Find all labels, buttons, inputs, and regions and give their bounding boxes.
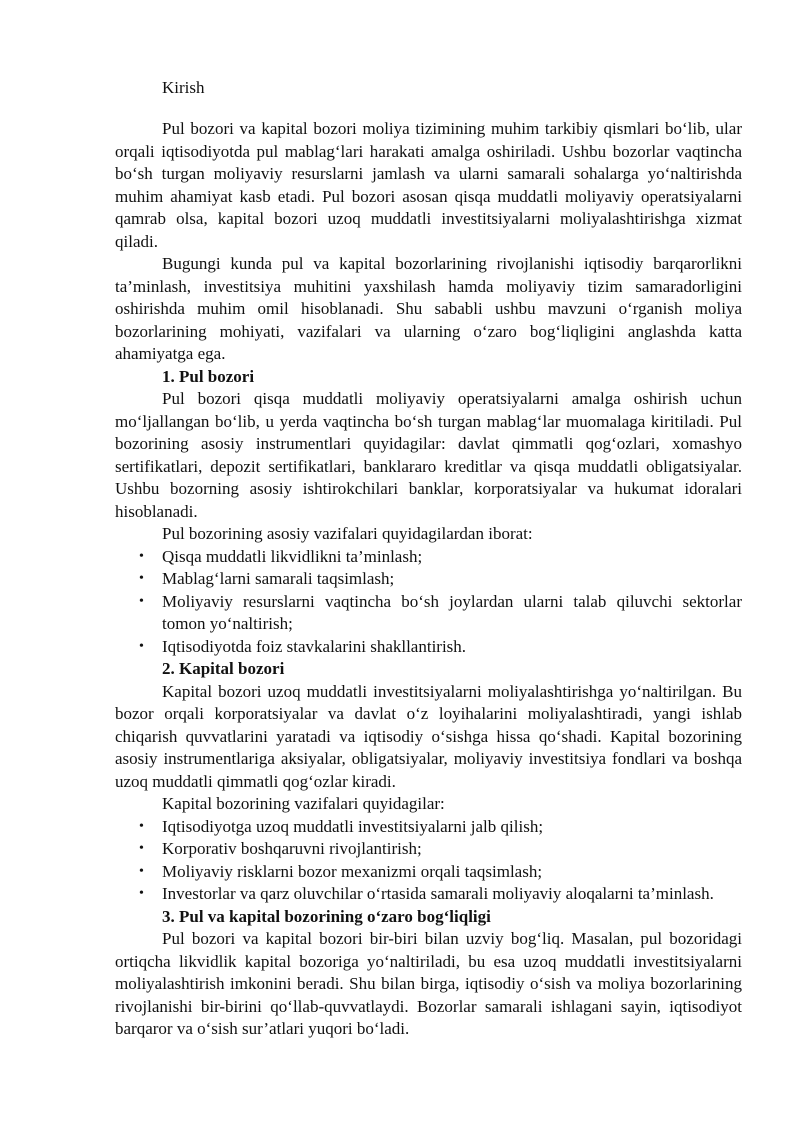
- bullet-icon: •: [139, 818, 144, 834]
- bullet-icon: •: [139, 593, 144, 609]
- section-2-list: [115, 816, 742, 906]
- list-item: [115, 816, 742, 839]
- list-item-text: Korporativ boshqaruvni rivojlantirish;: [162, 839, 422, 858]
- list-item: [115, 568, 742, 591]
- section-3-paragraph: Pul bozori va kapital bozori bir-biri bilan uzviy bog‘liq. Masalan, pul bozoridagi ortiqcha likvidlik kapital bozoriga yo‘naltiriladi, bu esa uzoq muddatli investitsiyalarni moliyalashtirish imkonini beradi. Shu bilan birga, iqtisodiy o‘sish va moliya bozorlarining rivojlanishi bir-birini qo‘llab-quvvatlaydi. Bozorlar samarali ishlagani sayin, iqtisodiyot barqaror va o‘sish sur’atlari yuqori bo‘ladi.: [115, 929, 742, 1038]
- list-item-text: Investorlar va qarz oluvchilar o‘rtasida samarali moliyaviy aloqalarni ta’minlash.: [162, 884, 714, 903]
- list-item-text: Mablag‘larni samarali taqsimlash;: [162, 569, 395, 588]
- intro-heading: Kirish: [162, 78, 205, 97]
- section-1-heading: 1. Pul bozori: [162, 366, 255, 386]
- intro-paragraph-1: Pul bozori va kapital bozori moliya tizimining muhim tarkibiy qismlari bo‘lib, ular orqali iqtisodiyotda pul mablag‘lari harakati amalga oshiriladi. Ushbu bozorlar vaqtincha bo‘sh turgan moliyaviy resurslarni jamlash va ularni samarali sohalarga yo‘naltirishda muhim ahamiyat kasb etadi. Pul bozori asosan qisqa muddatli moliyaviy operatsiyalarni qamrab olsa, kapital bozori uzoq muddatli investitsiyalarni moliyalashtirishga xizmat qiladi.: [115, 119, 742, 251]
- list-item: [115, 883, 742, 906]
- section-2-heading: 2. Kapital bozori: [162, 659, 285, 678]
- bullet-icon: •: [139, 571, 144, 586]
- list-item-text: Qisqa muddatli likvidlikni ta’minlash;: [162, 546, 423, 566]
- list-item: [115, 861, 742, 884]
- bullet-icon: •: [139, 886, 144, 901]
- list-item: [115, 546, 742, 569]
- list-item-text: Iqtisodiyotga uzoq muddatli investitsiyalarni jalb qilish;: [162, 816, 544, 836]
- bullet-icon: •: [139, 638, 144, 654]
- list-item: [115, 636, 742, 659]
- list-item: [115, 591, 742, 636]
- list-item-text: Iqtisodiyotda foiz stavkalarini shakllantirish.: [162, 636, 467, 656]
- section-1-paragraph: Pul bozori qisqa muddatli moliyaviy operatsiyalarni amalga oshirish uchun mo‘ljallangan bo‘lib, u yerda vaqtincha bo‘sh turgan mablag‘lar muomalaga kiritiladi. Pul bozorining asosiy instrumentlari quyidagilar: davlat qimmatli qog‘ozlari, xomashyo sertifikatlari, depozit sertifikatlari, banklararo kreditlar va qisqa muddatli obligatsiyalar. Ushbu bozorning asosiy ishtirokchilari banklar, korporatsiyalar va hukumat idoralari hisoblanadi.: [115, 389, 742, 521]
- bullet-icon: •: [139, 841, 144, 856]
- list-item-text: Moliyaviy risklarni bozor mexanizmi orqali taqsimlash;: [162, 861, 543, 881]
- section-2-list-intro: Kapital bozorining vazifalari quyidagilar:: [162, 794, 445, 813]
- section-2-paragraph: Kapital bozori uzoq muddatli investitsiyalarni moliyalashtirishga yo‘naltirilgan. Bu bozor orqali korporatsiyalar va davlat o‘z loyihalarini moliyalashtiradi, yangi ishlab chiqarish quvvatlarini yaratadi va iqtisodiy o‘sishga hissa qo‘shadi. Kapital bozorining asosiy instrumentlariga aksiyalar, obligatsiyalar, moliyaviy investitsiya fondlari va boshqa uzoq muddatli qimmatli qog‘ozlar kiradi.: [115, 681, 742, 791]
- intro-paragraph-2: Bugungi kunda pul va kapital bozorlarining rivojlanishi iqtisodiy barqarorlikni ta’minlash, investitsiya muhitini yaxshilash hamda moliyaviy tizim samaradorligini oshirishda muhim omil hisoblanadi. Shu sababli ushbu mavzuni o‘rganish moliya bozorlarining mohiyati, vazifalari va ularning o‘zaro bog‘liqligini anglashda katta ahamiyatga ega.: [115, 254, 742, 363]
- bullet-icon: •: [139, 863, 144, 879]
- section-1-list-intro: Pul bozorining asosiy vazifalari quyidagilardan iborat:: [162, 524, 533, 543]
- list-item: [115, 838, 742, 861]
- section-3-heading: 3. Pul va kapital bozorining o‘zaro bog‘liqligi: [162, 906, 491, 926]
- bullet-icon: •: [139, 548, 144, 564]
- section-1-list: [115, 546, 742, 659]
- list-item-text: Moliyaviy resurslarni vaqtincha bo‘sh joylardan ularni talab qiluvchi sektorlar tomon yo‘naltirish;: [162, 591, 742, 633]
